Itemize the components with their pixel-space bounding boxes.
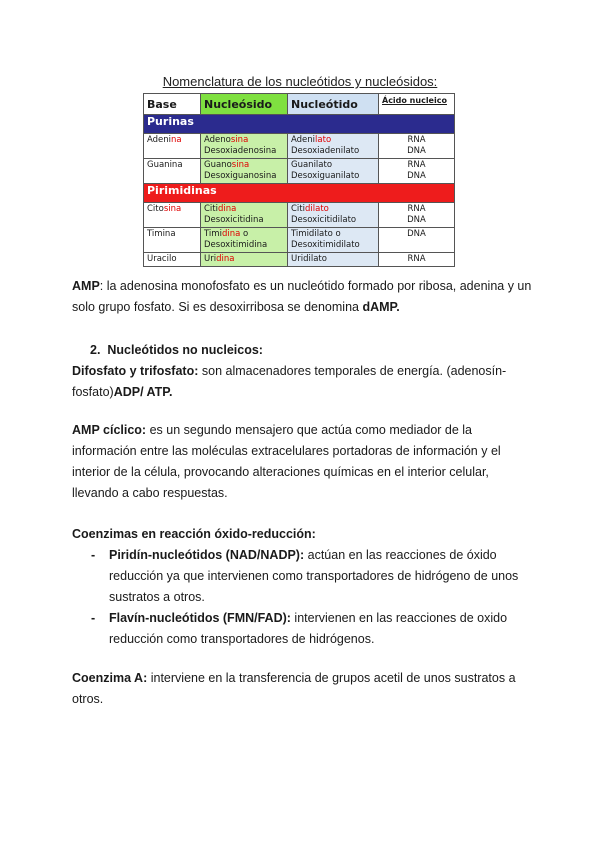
cell-base [144,253,201,267]
nucleotide-text: Adeni [291,135,316,145]
coenzimas-title: Coenzimas en reacción óxido-reducción: [72,527,316,541]
nucleoside-text: Adeno [204,135,231,145]
cell-nucleic-acid [379,159,455,184]
nucleoside-line [204,204,284,215]
table-header-row [144,94,455,115]
table-row [144,228,455,253]
flavin-label: Flavín-nucleótidos (FMN/FAD): [109,611,291,625]
cell-base [144,134,201,159]
section-2-title: Nucleótidos no nucleicos: [107,343,263,357]
amp-paragraph [72,276,532,318]
coenzima-a-text: interviene en la transferencia de grupos acetil de unos sustratos a otros. [72,671,516,706]
coenzima-a-label: Coenzima A: [72,671,148,685]
desoxi-nucleotide: Desoxicitidilato [291,215,357,225]
piridin-text: actúan en las reacciones de óxido reducción ya que intervienen como transportadores de hidrógeno de unos sustratos a otros. [109,548,519,604]
desoxi-nucleotide: Desoxiguanilato [291,171,360,181]
cell-nucleotide [288,159,379,184]
cell-nucleotide [288,253,379,267]
flavin-text: intervienen en las reacciones de oxido reducción como transportadores de hidrógenos. [109,611,508,646]
amp-label: AMP [72,279,100,293]
desoxi-nucleotide: Desoxiadenilato [291,146,360,156]
desoxi-nucleoside: Desoxicitidina [204,215,264,225]
nucleotide-highlight: lato [315,135,332,145]
list-item-piridin [109,545,534,608]
section-purines: Purinas [144,115,455,134]
nucleoside-suffix: o [240,229,249,239]
cell-base [144,203,201,228]
difosfato-label: Difosfato y trifosfato: [72,364,199,378]
table-row [144,203,455,228]
amp-ciclico-text: es un segundo mensajero que actúa como mediador de la información entre las moléculas extracelulares portadoras de información y el interior de la célula, provocando alteraciones químicas en el interior celular, llevando a cabo respuestas. [72,423,501,500]
base-text: Uracilo [147,254,177,264]
amp-ciclico-paragraph [72,420,532,504]
section-2-number: 2. [90,343,101,357]
cell-nucleoside [201,253,288,267]
cell-nucleotide [288,228,379,253]
acid-primary: DNA [407,229,426,239]
base-text: Timina [147,229,176,239]
cell-nucleoside [201,228,288,253]
desoxi-nucleoside: Desoxitimidina [204,240,268,250]
cell-nucleic-acid [379,228,455,253]
base-highlight: sina [163,204,182,214]
nucleoside-line [204,160,284,171]
header-nucleoside: Nucleósido [201,94,288,115]
base-highlight: na [171,135,182,145]
cell-base [144,228,201,253]
nucleoside-line [204,135,284,146]
amp-ciclico-label: AMP cíclico: [72,423,147,437]
nucleoside-line [204,229,284,240]
acid-primary: RNA [407,135,426,145]
nucleotide-highlight: dilato [305,204,329,214]
header-nucleic-acid: Ácido nucleico [379,94,455,115]
cell-nucleic-acid [379,134,455,159]
nucleotide-line [291,204,375,215]
nucleoside-highlight: sina [231,160,250,170]
base-text: Adeni [147,135,172,145]
nucleoside-text: Uri [204,254,217,264]
nucleoside-line [204,254,284,265]
page-title: Nomenclatura de los nucleótidos y nucleósidos: [162,74,438,89]
nucleoside-text: Guano [204,160,232,170]
nucleoside-highlight: dina [216,254,235,264]
table-row [144,253,455,267]
acid-secondary: DNA [407,146,426,156]
nucleoside-text: Citi [204,204,218,214]
acid-primary: RNA [407,160,426,170]
nucleotide-text: Uridilato [291,254,327,264]
difosfato-paragraph [72,361,532,403]
coenzima-a-paragraph [72,668,532,710]
coenzimas-heading [72,524,532,545]
cell-nucleoside [201,134,288,159]
cell-base [144,159,201,184]
list-item-flavin [109,608,534,650]
nucleotide-text: Guanilato [291,160,333,170]
nucleotide-line [291,229,375,240]
adp-atp-label: ADP/ ATP. [113,385,173,399]
section-2-heading [90,340,550,361]
nucleotide-line [291,160,375,171]
cell-nucleic-acid [379,253,455,267]
list-bullet: - [91,548,96,562]
desoxi-nucleoside: Desoxiadenosina [204,146,277,156]
damp-label: dAMP. [362,300,400,314]
acid-primary: RNA [407,204,426,214]
section-row-pyrimidines [144,184,455,203]
header-nucleotide: Nucleótido [288,94,379,115]
nucleoside-highlight: dina [218,204,237,214]
section-row-purines [144,115,455,134]
acid-primary: RNA [407,254,426,264]
nucleotide-text: Timidilato o [291,229,341,239]
cell-nucleoside [201,159,288,184]
header-base: Base [144,94,201,115]
cell-nucleotide [288,203,379,228]
nucleotide-text: Citi [291,204,305,214]
table-row [144,159,455,184]
amp-text: : la adenosina monofosfato es un nucleótido formado por ribosa, adenina y un solo grupo fosfato. Si es desoxirribosa se denomina [72,279,532,314]
table-row [144,134,455,159]
desoxi-nucleoside: Desoxiguanosina [204,171,277,181]
cell-nucleoside [201,203,288,228]
cell-nucleotide [288,134,379,159]
nucleoside-highlight: sina [230,135,249,145]
nucleotide-line [291,254,375,265]
section-pyrimidines: Pirimidinas [144,184,455,203]
difosfato-text: son almacenadores temporales de energía. (adenosín-fosfato) [72,364,507,399]
base-text: Cito [147,204,164,214]
acid-secondary: DNA [407,171,426,181]
acid-secondary: DNA [407,215,426,225]
nucleoside-highlight: dina [221,229,241,239]
nucleotide-line [291,135,375,146]
nucleotide-table [143,93,455,267]
cell-nucleic-acid [379,203,455,228]
list-bullet: - [91,611,96,625]
base-text: Guanina [147,160,183,170]
piridin-label: Piridín-nucleótidos (NAD/NADP): [109,548,305,562]
nucleoside-text: Timi [204,229,222,239]
desoxi-nucleotide: Desoxitimidilato [291,240,360,250]
